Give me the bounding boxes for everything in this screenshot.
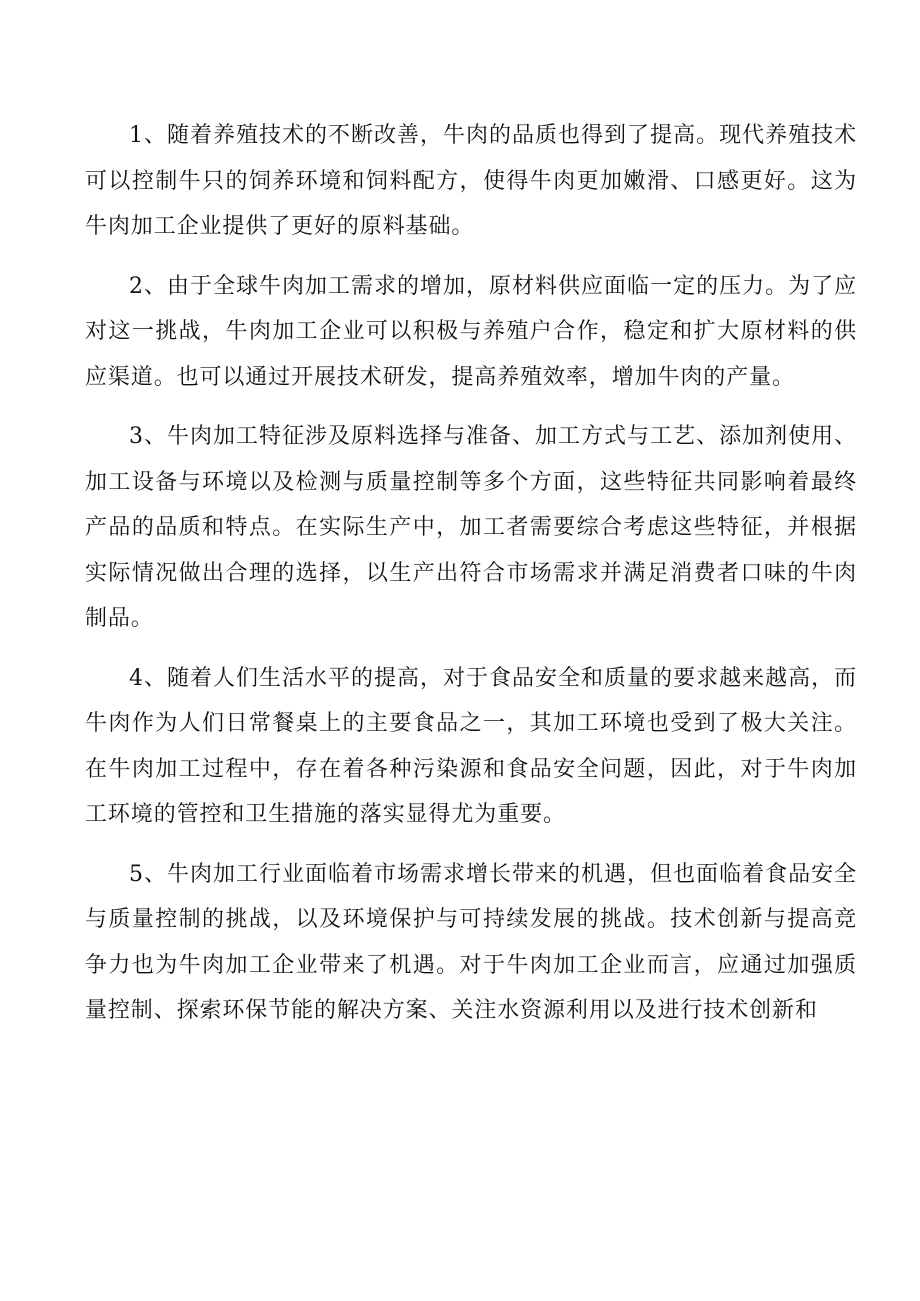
paragraph-3: 3、牛肉加工特征涉及原料选择与准备、加工方式与工艺、添加剂使用、加工设备与环境以及检测与质量控制等多个方面，这些特征共同影响着最终产品的品质和特点。在实际生产中，加工者需要综合考虑这些特征，并根据实际情况做出合理的选择，以生产出符合市场需求并满足消费者口味的牛肉制品。: [85, 424, 857, 631]
paragraph-1: 1、随着养殖技术的不断改善，牛肉的品质也得到了提高。现代养殖技术可以控制牛只的饲养环境和饲料配方，使得牛肉更加嫩滑、口感更好。这为牛肉加工企业提供了更好的原料基础。: [85, 123, 857, 239]
document-body: [85, 113, 857, 1048]
paragraph-4: 4、随着人们生活水平的提高，对于食品安全和质量的要求越来越高，而牛肉作为人们日常餐桌上的主要食品之一，其加工环境也受到了极大关注。在牛肉加工过程中，存在着各种污染源和食品安全问题，因此，对于牛肉加工环境的管控和卫生措施的落实显得尤为重要。: [85, 665, 857, 827]
paragraph-5: 5、牛肉加工行业面临着市场需求增长带来的机遇，但也面临着食品安全与质量控制的挑战，以及环境保护与可持续发展的挑战。技术创新与提高竞争力也为牛肉加工企业带来了机遇。对于牛肉加工企业而言，应通过加强质量控制、探索环保节能的解决方案、关注水资源利用以及进行技术创新和: [85, 861, 857, 1023]
paragraph-2: 2、由于全球牛肉加工需求的增加，原材料供应面临一定的压力。为了应对这一挑战，牛肉加工企业可以积极与养殖户合作，稳定和扩大原材料的供应渠道。也可以通过开展技术研发，提高养殖效率，增加牛肉的产量。: [85, 273, 857, 390]
